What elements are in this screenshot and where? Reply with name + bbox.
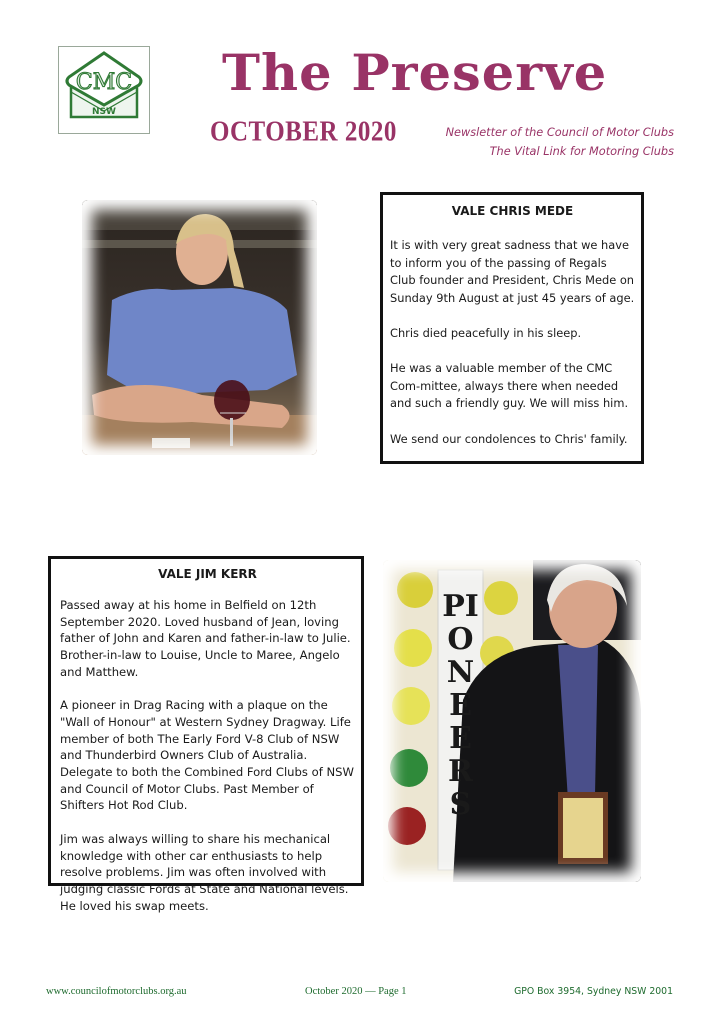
pioneers-sign-text: PIONEERS <box>442 589 479 822</box>
footer-page-number: October 2020 — Page 1 <box>305 986 407 997</box>
newsletter-title: The Preserve <box>222 43 608 102</box>
portrait-image-icon <box>383 560 641 882</box>
jim-kerr-photo <box>383 560 641 882</box>
logo-text: CMC <box>75 70 133 95</box>
tagline-line-2: The Vital Link for Motoring Clubs <box>489 145 674 158</box>
article-paragraph: Jim was always willing to share his mechanical knowledge with other car enthusiasts to help resolve problems. Jim was often involved with judging classic Fords at State and National levels. He loved his swap meets. <box>60 831 349 913</box>
tagline-line-1: Newsletter of the Council of Motor Clubs <box>445 126 674 139</box>
article-paragraph: Passed away at his home in Belfield on 12th September 2020. Loved husband of Jean, loving father of John and Karen and father-in-law to Julie. Brother-in-law to Louise, Uncle to Maree, Angelo and Matthew. <box>60 598 351 679</box>
article-vale-jim-kerr <box>48 556 364 913</box>
cmc-logo <box>58 46 150 134</box>
article-title: VALE JIM KERR <box>158 567 257 581</box>
footer-website-link[interactable]: www.councilofmotorclubs.org.au <box>46 986 187 997</box>
article-title: VALE CHRIS MEDE <box>451 204 574 218</box>
chris-mede-photo <box>82 200 317 455</box>
article-paragraph: A pioneer in Drag Racing with a plaque on the "Wall of Honour" at Western Sydney Dragway. Life member of both The Early Ford V-8 Club of NSW and Thunderbird Owners Club of Australia. Delegate to both the Combined Ford Clubs of NSW and Council of Motor Clubs. Past Member of Shifters Hot Rod Club. <box>60 698 354 813</box>
tagline <box>446 123 674 161</box>
article-paragraph: Chris died peacefully in his sleep. <box>390 325 582 340</box>
portrait-image-icon <box>82 200 317 455</box>
article-paragraph: He was a valuable member of the CMC Com-mittee, always there when needed and such a friendly guy. We will miss him. <box>390 361 629 411</box>
article-paragraph: We send our condolences to Chris' family. <box>390 431 628 446</box>
article-vale-chris-mede <box>380 192 644 464</box>
cmc-logo-icon <box>59 47 149 133</box>
issue-date: OCTOBER 2020 <box>210 117 397 148</box>
footer-address: GPO Box 3954, Sydney NSW 2001 <box>514 986 673 997</box>
logo-subtext: NSW <box>92 107 116 117</box>
article-paragraph: It is with very great sadness that we have to inform you of the passing of Regals Club founder and President, Chris Mede on Sunday 9th August at just 45 years of age. <box>390 238 635 305</box>
